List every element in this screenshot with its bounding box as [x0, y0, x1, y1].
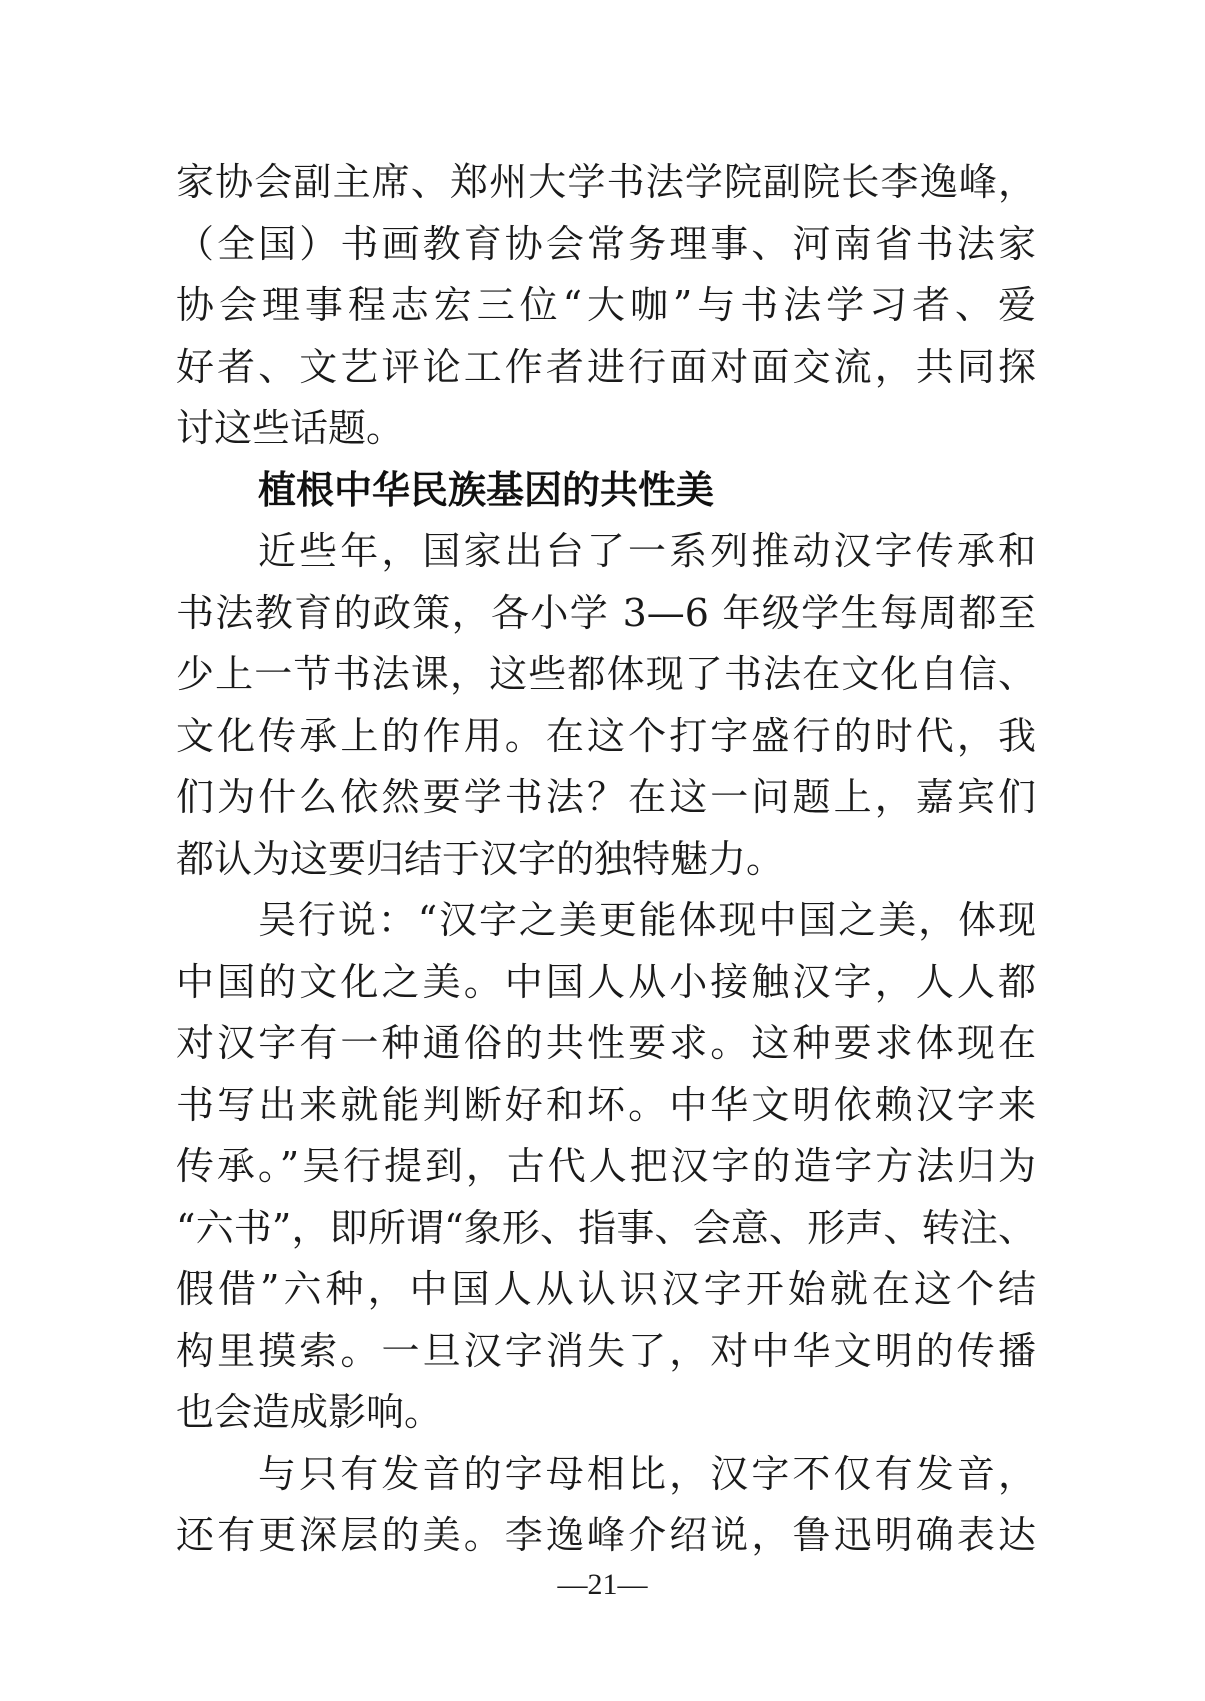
- text-line: 构里摸索。一旦汉字消失了，对中华文明的传播: [176, 1328, 1036, 1373]
- text-line: 家协会副主席、郑州大学书法学院副院长李逸峰，: [176, 160, 1036, 204]
- text-line: “六书”，即所谓“象形、指事、会意、形声、转注、: [176, 1205, 1036, 1250]
- section-heading: 植根中华民族基因的共性美: [258, 467, 715, 512]
- text-line: 文化传承上的作用。在这个打字盛行的时代，我: [176, 713, 1036, 758]
- page-number: —21—: [557, 1568, 648, 1601]
- text-line: 们为什么依然要学书法？在这一问题上，嘉宾们: [176, 775, 1036, 819]
- text-line: 假借”六种，中国人从认识汉字开始就在这个结: [176, 1267, 1036, 1311]
- text-line: 对汉字有一种通俗的共性要求。这种要求体现在: [176, 1021, 1036, 1065]
- article-body: [176, 152, 1036, 1567]
- text-line: 与只有发音的字母相比，汉字不仅有发音，: [258, 1451, 1036, 1496]
- text-line: 还有更深层的美。李逸峰介绍说，鲁迅明确表达: [176, 1513, 1036, 1557]
- text-line: 好者、文艺评论工作者进行面对面交流，共同探: [176, 344, 1036, 389]
- text-line: 都认为这要归结于汉字的独特魅力。: [176, 836, 785, 881]
- text-line: 协会理事程志宏三位“大咖”与书法学习者、爱: [176, 283, 1036, 327]
- text-line: 也会造成影响。: [176, 1390, 443, 1434]
- text-line: 近些年，国家出台了一系列推动汉字传承和: [258, 529, 1036, 573]
- text-line: 讨这些话题。: [176, 406, 405, 450]
- text-line: 吴行说：“汉字之美更能体现中国之美，体现: [258, 898, 1036, 942]
- text-line: 少上一节书法课，这些都体现了书法在文化自信、: [176, 652, 1036, 696]
- text-line: （全国）书画教育协会常务理事、河南省书法家: [176, 221, 1036, 266]
- text-line: 传承。”吴行提到，古代人把汉字的造字方法归为: [176, 1144, 1036, 1188]
- text-line: 书写出来就能判断好和坏。中华文明依赖汉字来: [176, 1082, 1036, 1127]
- text-line: 中国的文化之美。中国人从小接触汉字，人人都: [176, 959, 1036, 1004]
- text-line: 书法教育的政策，各小学 3—6 年级学生每周都至: [176, 590, 1036, 635]
